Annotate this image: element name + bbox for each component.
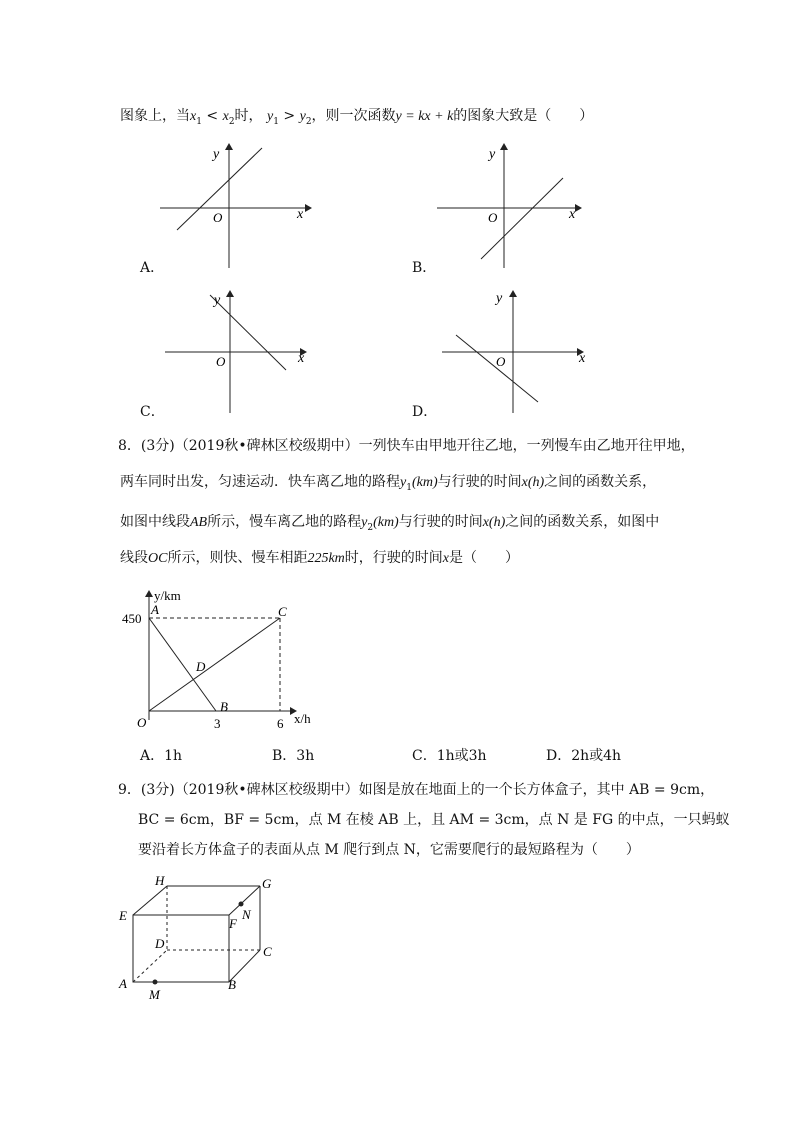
q8-ab: AB (190, 515, 208, 530)
point-c-label: C (278, 604, 287, 619)
origin-label: O (213, 210, 223, 225)
segment-oc (149, 618, 280, 711)
label-b: B (228, 977, 236, 992)
label-h: H (155, 873, 165, 888)
label-c: C (263, 944, 272, 959)
q7-stem-text-b: 时， (234, 108, 263, 124)
x-label: x (569, 207, 576, 222)
y-axis-label: y/km (154, 588, 181, 603)
q7-stem-text-a: 图象上，当 (120, 108, 190, 124)
label-f: F (229, 916, 237, 931)
x-label: x (297, 207, 304, 222)
x-axis-label: x/h (294, 711, 311, 726)
y-axis-arrow (500, 143, 508, 150)
origin-label: O (488, 210, 498, 225)
y-axis-arrow (226, 290, 234, 297)
y-axis-arrow (145, 590, 153, 597)
q8-y2: y (361, 515, 368, 530)
y-label: y (496, 291, 503, 306)
label-e: E (119, 908, 127, 923)
q8-oc: OC (148, 551, 168, 566)
q9-line-1: 9．(3分)（2019秋•碑林区校级期中）如图是放在地面上的一个长方体盒子，其中 AB = 9cm， (118, 782, 715, 798)
label-d: D (155, 936, 165, 951)
q7-option-c[interactable]: C． (140, 404, 165, 420)
hidden-edge-ad (133, 950, 167, 982)
q7-graph-d (437, 285, 597, 415)
q7-option-a[interactable]: A． (140, 260, 165, 276)
q8-option-a[interactable]: A．1h (140, 748, 183, 764)
y-axis-arrow (225, 143, 233, 150)
q7-x1-sub: 1 (196, 116, 202, 127)
q8-line3-text-a: 如图中线段 (120, 514, 190, 530)
q8-graph (118, 585, 318, 735)
q8-line-1: 8．(3分)（2019秋•碑林区校级期中）一列快车由甲地开往乙地，一列慢车由乙地开往甲地， (118, 438, 695, 454)
q7-stem (120, 106, 593, 132)
q8-line-2 (120, 472, 656, 498)
q8-x: x (442, 551, 449, 566)
q7-graph-c (160, 285, 320, 415)
q8-option-c[interactable]: C．1h或3h (412, 748, 487, 764)
q9-line-2: BC = 6cm，BF = 5cm，点 M 在棱 AB 上，且 AM = 3cm，点 N 是 FG 的中点，一只蚂蚁 (138, 812, 730, 828)
q7-y1-sub: 1 (273, 116, 279, 127)
q9-cuboid (115, 872, 295, 1002)
label-g: G (262, 876, 272, 891)
q8-line3-text-d: 与行驶的时间 (398, 514, 483, 530)
q8-line2-text-e: 之间的函数关系， (544, 474, 657, 490)
q7-graph-a (155, 140, 315, 270)
q7-graph-b (432, 140, 592, 270)
point-a-label: A (151, 602, 159, 617)
y-label: y (214, 293, 221, 308)
q8-line-3 (120, 512, 659, 538)
q8-line2-text-c: 与行驶的时间 (437, 474, 522, 490)
point-d-label: D (196, 659, 206, 674)
point-m (153, 980, 158, 985)
q7-option-b[interactable]: B． (412, 260, 437, 276)
point-b-label: B (220, 699, 228, 714)
q8-xh-2: x(h) (482, 515, 506, 530)
q8-line4-text-b: 所示，则快、慢车相距 (167, 550, 308, 566)
y-axis-arrow (509, 290, 517, 297)
q7-y2: y (299, 109, 306, 124)
q7-stem-text-c: ，则一次函数 (311, 108, 396, 124)
point-n (239, 902, 244, 907)
q9-line-3: 要沿着长方体盒子的表面从点 M 爬行到点 N，它需要爬行的最短路程为（ ） (138, 842, 640, 858)
x-axis-arrow (575, 204, 582, 212)
label-m: M (149, 987, 160, 1002)
q8-km-2: (km) (373, 515, 399, 530)
origin-label: O (496, 354, 506, 369)
q8-line4-text-e: 是（ ） (449, 550, 519, 566)
q8-line2-text-a: 两车同时出发，匀速运动．快车离乙地的路程 (120, 474, 400, 490)
segment-ab (149, 618, 216, 711)
q8-line3-text-f: 之间的函数关系，如图中 (505, 514, 660, 530)
q7-function: y = kx + k (395, 109, 454, 124)
q8-line4-text-a: 线段 (120, 550, 148, 566)
x-label: x (298, 351, 305, 366)
q8-y2-sub: 2 (367, 522, 374, 533)
q7-gt: > (278, 108, 300, 124)
q7-x2: x (222, 109, 229, 124)
x-tick-3: 3 (214, 716, 221, 731)
q8-xh-1: x(h) (521, 475, 545, 490)
x-label: x (579, 351, 586, 366)
q8-distance: 225km (307, 551, 345, 566)
y-tick-450: 450 (122, 611, 142, 626)
q8-y1-sub: 1 (406, 482, 412, 493)
q8-km-1: (km) (411, 475, 438, 490)
y-label: y (213, 147, 220, 162)
y-label: y (489, 147, 496, 162)
q7-x2-sub: 2 (228, 116, 235, 127)
x-axis-arrow (305, 204, 312, 212)
q7-y1: y (267, 109, 274, 124)
q7-option-d[interactable]: D． (412, 404, 438, 420)
q7-y2-sub: 2 (305, 116, 312, 127)
q7-lt: < (201, 108, 223, 124)
q8-line4-text-d: 时，行驶的时间 (344, 550, 443, 566)
q8-line3-text-b: 所示，慢车离乙地的路程 (207, 514, 362, 530)
label-n: N (242, 907, 251, 922)
q8-option-b[interactable]: B．3h (272, 748, 315, 764)
q8-line-4 (120, 548, 519, 569)
q7-stem-text-d: 的图象大致是（ ） (453, 108, 594, 124)
q8-option-d[interactable]: D．2h或4h (546, 748, 622, 764)
q8-y1: y (400, 475, 407, 490)
front-face (133, 915, 229, 982)
edge-eh (133, 886, 167, 915)
x-tick-6: 6 (277, 716, 284, 731)
origin-label: O (216, 354, 226, 369)
origin-label: O (137, 715, 147, 730)
label-a: A (119, 976, 127, 991)
q7-x1: x (190, 109, 197, 124)
